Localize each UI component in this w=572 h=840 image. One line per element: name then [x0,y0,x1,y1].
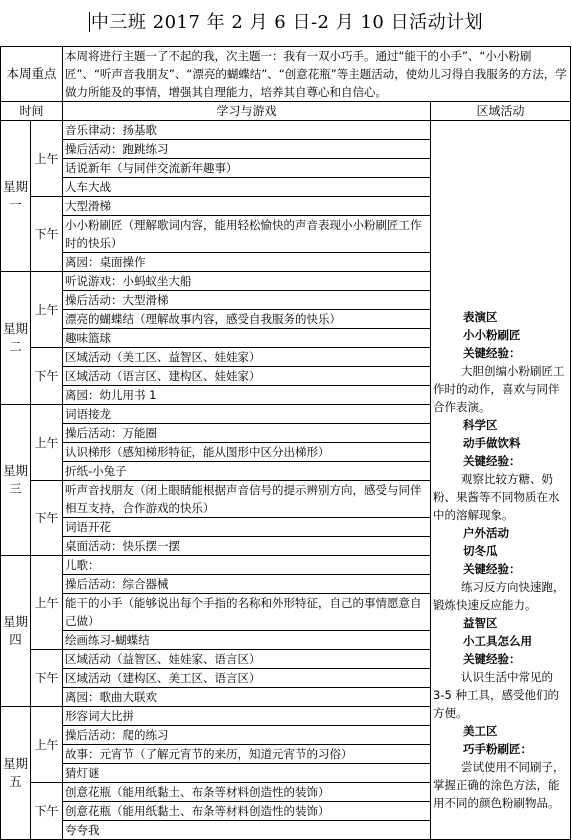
area-zone: 美工区 [463,724,498,738]
activity-item: 区域活动（美工区、益智区、娃娃家） [63,348,431,367]
header-study: 学习与游戏 [63,102,431,121]
activity-item: 听声音找朋友（闭上眼睛能根据声音信号的提示辨别方向，感受与同伴相互支持，合作游戏的快乐） [63,481,431,518]
activity-item: 音乐律动：扬基歌 [63,121,431,140]
area-zone: 表演区 [463,310,498,324]
morning-label: 上午 [31,707,63,783]
activity-item: 认识梯形（感知梯形特征，能从图形中区分出梯形） [63,443,431,462]
table-row [1,121,571,140]
activity-item: 区域活动（益智区、娃娃家、语言区） [63,650,431,669]
area-activity-name: 动手做饮料 [463,436,521,450]
activity-item: 创意花瓶（能用纸黏土、布条等材料创造性的装饰） [63,783,431,802]
area-zone: 益智区 [463,616,498,630]
activity-item: 操后活动：跑跳练习 [63,140,431,159]
morning-label: 上午 [31,556,63,650]
day-label: 星期四 [1,556,31,707]
activity-item: 操后活动：爬的练习 [63,726,431,745]
activity-item: 操后活动：万能圈 [63,424,431,443]
morning-label: 上午 [31,121,63,197]
area-zone: 户外活动 [463,526,510,540]
activity-item: 人车大战 [63,178,431,197]
activity-item: 大型滑梯 [63,197,431,216]
area-key-experience: 练习反方向快速跑，锻炼快速反应能力。 [433,580,565,612]
area-activity-name: 切冬瓜 [463,544,498,558]
activity-item: 小小粉刷匠（理解歌词内容，能用轻松愉快的声音表现小小粉刷匠工作时的快乐） [63,216,431,253]
activity-item: 猜灯谜 [63,764,431,783]
activity-item: 趣味篮球 [63,329,431,348]
day-label: 星期二 [1,272,31,405]
title-text: 中三班 2017 年 2 月 6 日-2 月 10 日活动计划 [90,12,484,33]
activity-item: 儿歌： [63,556,431,575]
afternoon-label: 下午 [31,481,63,556]
morning-label: 上午 [31,405,63,481]
area-activity-name: 小工具怎么用 [463,634,533,648]
activity-item: 离园：歌曲大联欢 [63,688,431,707]
area-key-experience: 观察比较方糖、奶粉、果酱等不同物质在水中的溶解现象。 [433,472,560,522]
text-cursor [89,12,90,32]
activity-item: 形容词大比拼 [63,707,431,726]
day-label: 星期一 [1,121,31,272]
activity-item: 能干的小手（能够说出每个手指的名称和外形特征，自己的事情愿意自己做） [63,594,431,631]
activity-item: 创意花瓶（能用纸黏土、布条等材料创造性的装饰） [63,802,431,821]
activity-item: 故事：元宵节（了解元宵节的来历，知道元宵节的习俗） [63,745,431,764]
activity-item: 漂亮的蝴蝶结（理解故事内容，感受自我服务的快乐） [63,310,431,329]
area-activity-cell [431,121,571,840]
area-activity-list [433,148,568,812]
area-key-label: 关键经验： [463,346,521,360]
activity-item: 区域活动（建构区、美工区、语言区） [63,669,431,688]
activity-plan-table [0,46,571,840]
area-key-experience: 大胆创编小粉刷匠工作时的动作，喜欢与同伴合作表演。 [433,364,565,414]
area-activity-name: 小小粉刷匠 [463,328,521,342]
day-label: 星期五 [1,707,31,840]
activity-item: 离园：幼儿用书 1 [63,386,431,405]
focus-row [1,47,571,102]
activity-item: 离园：桌面操作 [63,253,431,272]
activity-item: 词语接龙 [63,405,431,424]
area-zone: 科学区 [463,418,498,432]
area-activity-name: 巧手粉刷匠： [463,742,533,756]
activity-item: 夸夸我 [63,821,431,840]
activity-item: 操后活动：综合器械 [63,575,431,594]
header-time: 时间 [1,102,63,121]
focus-text: 本周将进行主题一了不起的我，次主题一：我有一双小巧手。通过“能干的小手”、“小小粉刷匠”、“听声音我朋友”、“漂亮的蝴蝶结”、“创意花瓶”等主题活动，使幼儿习得自我服务的方法，学做力所能及的事情，增强其自理能力，培养其自尊心和自信心。 [63,47,571,102]
activity-item: 话说新年（与同伴交流新年趣事） [63,159,431,178]
header-row [1,102,571,121]
afternoon-label: 下午 [31,348,63,405]
activity-item: 绘画练习-蝴蝶结 [63,631,431,650]
area-key-label: 关键经验： [463,562,521,576]
morning-label: 上午 [31,272,63,348]
area-key-label: 关键经验： [463,454,521,468]
afternoon-label: 下午 [31,197,63,272]
area-key-experience: 认识生活中常见的 3-5 种工具，感受他们的方便。 [433,670,559,720]
day-label: 星期三 [1,405,31,556]
header-area: 区域活动 [431,102,571,121]
activity-item: 词语开花 [63,518,431,537]
activity-item: 操后活动：大型滑梯 [63,291,431,310]
activity-item: 折纸-小兔子 [63,462,431,481]
activity-item: 听说游戏：小蚂蚁坐大船 [63,272,431,291]
activity-item: 区域活动（语言区、建构区、娃娃家） [63,367,431,386]
focus-label: 本周重点 [1,47,63,102]
afternoon-label: 下午 [31,783,63,840]
area-key-label: 关键经验： [463,652,521,666]
afternoon-label: 下午 [31,650,63,707]
document-title [0,0,572,46]
activity-item: 桌面活动：快乐摆一摆 [63,537,431,556]
area-key-experience: 尝试使用不同刷子，掌握正确的涂色方法，能用不同的颜色粉刷物品。 [433,760,565,810]
